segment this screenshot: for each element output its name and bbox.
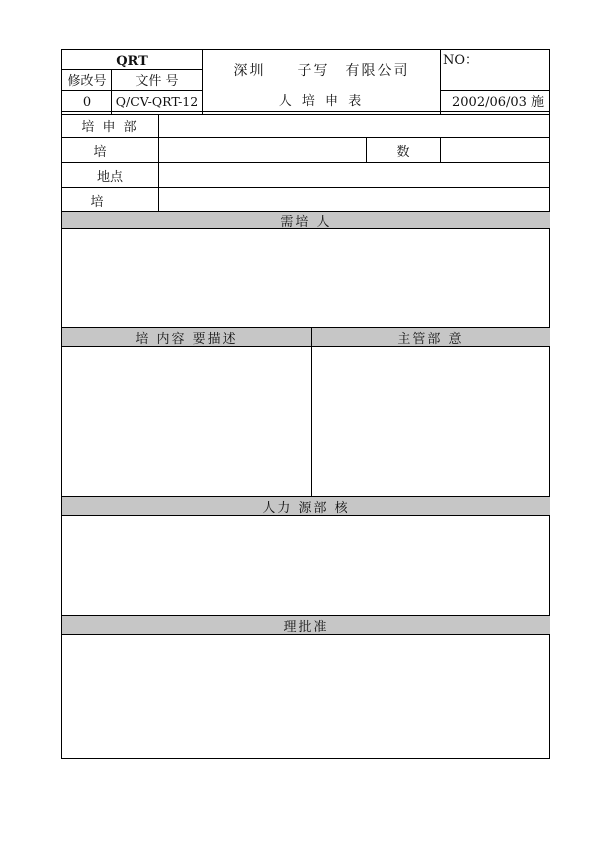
effective-date: 2002/06/03 施 [452, 95, 545, 110]
course-label: 培 [93, 145, 107, 160]
hr-review-header: 人力 源部 核 [62, 496, 550, 516]
training-application-form [61, 49, 550, 759]
manager-approval-header: 理批准 [62, 615, 550, 635]
divider [62, 111, 550, 112]
training-time-field[interactable] [159, 188, 549, 211]
qrt-label: QRT [116, 54, 148, 69]
supervisor-opinion-header: 主管部 意 [311, 327, 550, 347]
applying-department-field[interactable] [159, 115, 549, 137]
training-needs-field[interactable] [62, 229, 550, 327]
number-label: NO： [443, 53, 479, 68]
manager-approval-field[interactable] [62, 635, 550, 758]
file-number-value: Q/CV-QRT-12 [115, 94, 199, 109]
revision-value: 0 [82, 95, 92, 110]
training-needs-header: 需培 人 [62, 211, 550, 229]
course-content-field[interactable] [62, 347, 311, 496]
divider [440, 50, 441, 114]
course-field[interactable] [159, 138, 366, 162]
participant-count-label: 数 [396, 145, 410, 160]
hr-review-field[interactable] [62, 516, 550, 615]
training-time-label: 培 [90, 195, 104, 210]
applying-department-label: 培 申 部 [81, 120, 139, 135]
form-title: 人 培 申 表 [278, 94, 365, 109]
company-name: 深圳 子写 有限公司 [233, 63, 410, 79]
course-content-header: 培 内容 要描述 [62, 327, 311, 347]
file-number-label: 文件 号 [135, 74, 179, 89]
location-label: 地点 [96, 170, 123, 185]
supervisor-opinion-field[interactable] [312, 347, 550, 496]
revision-label: 修改号 [67, 74, 107, 89]
participant-count-field[interactable] [441, 138, 549, 162]
divider [62, 69, 202, 70]
location-field[interactable] [159, 163, 549, 187]
divider [440, 90, 550, 91]
divider [62, 90, 202, 91]
